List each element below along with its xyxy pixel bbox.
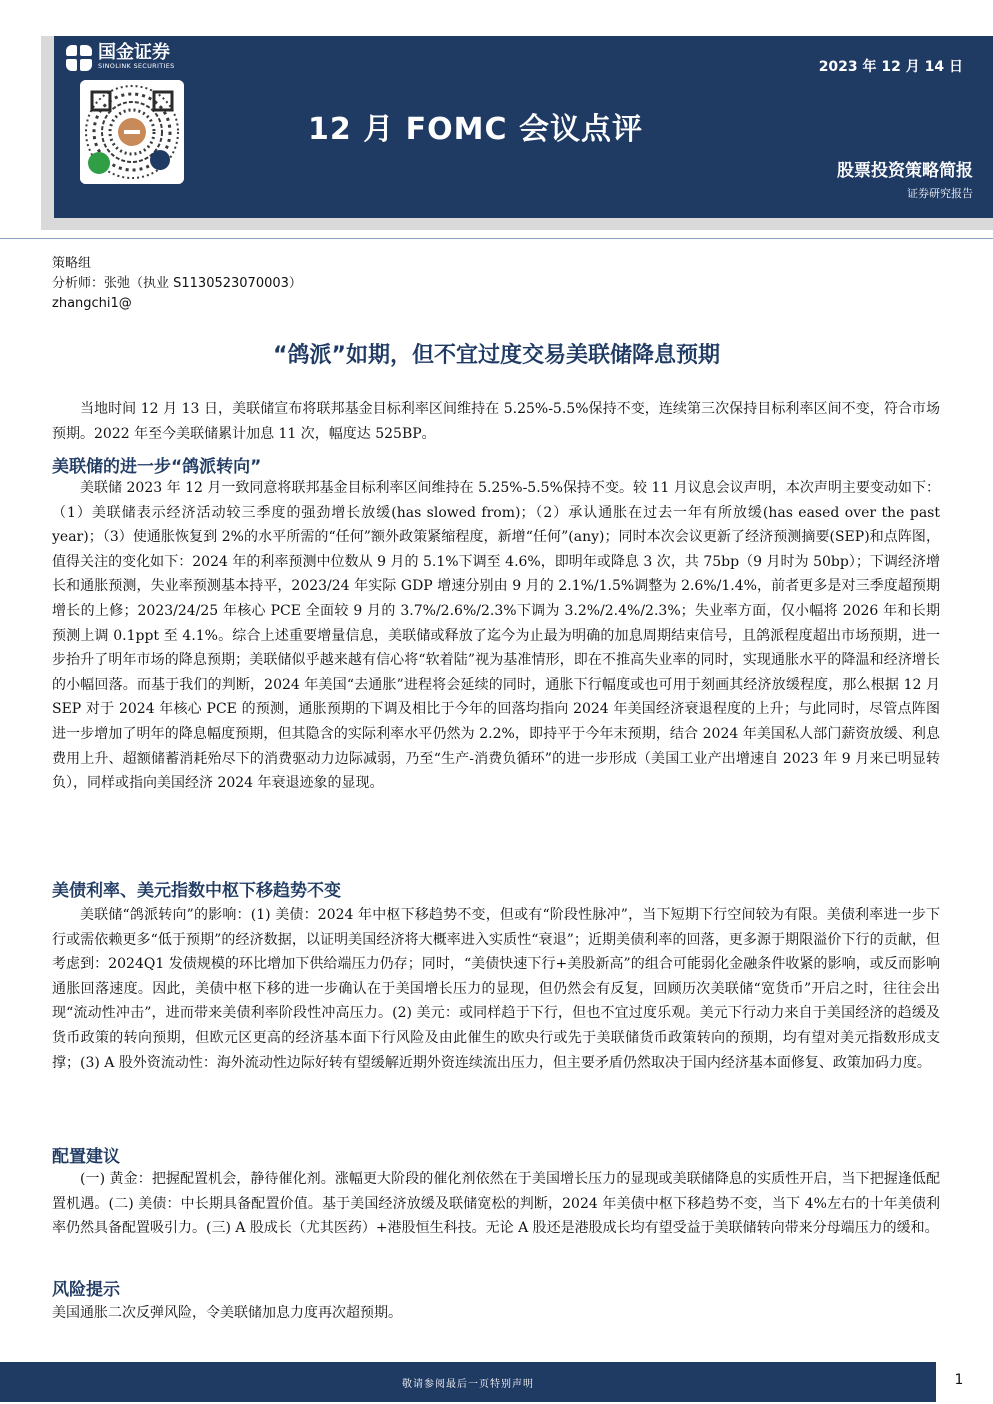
section-body-2	[52, 903, 940, 1075]
author-block	[52, 254, 302, 314]
section-body-3	[52, 1167, 940, 1241]
section-text-4: 美国通胀二次反弹风险，令美联储加息力度再次超预期。	[52, 1305, 402, 1321]
page-number: 1	[954, 1372, 964, 1388]
section-text-1: 美联储 2023 年 12 月一致同意将联邦基金目标利率区间维持在 5.25%-5.5%保持不变。较 11 月议息会议声明，本次声明主要变动如下：（1）美联储表示经济活动较三季度的强劲增长放缓(has slowed from)；（2）承认通胀在过去一年有所放缓(has eased over the past year)；（3）使通胀恢复到 2%的水平所需的“任何”额外政策紧缩程度，新增“任何”(any)；同时本次会议更新了经济预测摘要(SEP)和点阵图，值得关注的变化如下：2024 年的利率预测中位数从 9 月的 5.1%下调至 4.6%，即明年或降息 3 次，共 75bp（9 月时为 50bp）；下调经济增长和通胀预测，失业率预测基本持平，2023/24 年实际 GDP 增速分别由 9 月的 2.1%/1.5%调整为 2.6%/1.4%，前者更多是对三季度超预期增长的上修；2023/24/25 年核心 PCE 全面较 9 月的 3.7%/2.6%/2.3%下调为 3.2%/2.4%/2.3%；失业率方面，仅小幅将 2026 年和长期预测上调 0.1ppt 至 4.1%。综合上述重要增量信息，美联储或释放了迄今为止最为明确的加息周期结束信号，且鸽派程度超出市场预期，进一步抬升了明年市场的降息预期；美联储似乎越来越有信心将“软着陆”视为基准情形，即在不推高失业率的同时，实现通胀水平的降温和经济增长的小幅回落。而基于我们的判断，2024 年美国“去通胀”进程将会延续的同时，通胀下行幅度或也可用于刻画其经济放缓程度，那么根据 12 月 SEP 对于 2024 年核心 PCE 的预测，通胀预期的下调及相比于今年的回落均指向 2024 年美国经济衰退程度的上升；与此同时，尽管点阵图进一步增加了明年的降息幅度预期，但其隐含的实际利率水平仍然为 2.2%，即持平于今年末预期，结合 2024 年美国私人部门薪资放缓、利息费用上升、超额储蓄消耗殆尽下的消费驱动力边际减弱，乃至“生产-消费负循环”的进一步形成（美国工业产出增速自 2023 年 9 月来已明显转负），同样或指向美国经济 2024 年衰退迹象的显现。	[52, 480, 940, 792]
section-text-3: (一) 黄金：把握配置机会，静待催化剂。涨幅更大阶段的催化剂依然在于美国增长压力的显现或美联储降息的实质性开启，当下把握逢低配置机遇。(二) 美债：中长期具备配置价值。基于美国经济放缓及联储宽松的判断，2024 年美债中枢下移趋势不变，当下 4%左右的十年美债利率仍然具备配置吸引力。(三) A 股成长（尤其医药）+港股恒生科技。无论 A 股还是港股成长均有望受益于美联储转向带来分母端压力的缓和。	[52, 1171, 940, 1237]
intro-text: 当地时间 12 月 13 日，美联储宣布将联邦基金目标利率区间维持在 5.25%-5.5%保持不变，连续第三次保持目标利率区间不变，符合市场预期。2022 年至今美联储累计加息 11 次，幅度达 525BP。	[52, 401, 940, 442]
company-logo	[66, 44, 175, 71]
intro-paragraph	[52, 397, 940, 446]
wechat-qr-code-image	[80, 80, 184, 184]
header-divider	[0, 238, 993, 239]
section-title-4: 风险提示	[52, 1280, 120, 1300]
logo-text-cn: 国金证券	[98, 42, 170, 63]
report-title: 12 月 FOMC 会议点评	[308, 112, 643, 147]
logo-mark-icon	[66, 45, 92, 71]
author-group: 策略组	[52, 256, 92, 271]
section-body-4	[52, 1301, 940, 1326]
section-title-3: 配置建议	[52, 1147, 120, 1167]
section-title-1: 美联储的进一步“鸽派转向”	[52, 457, 262, 477]
section-body-1	[52, 476, 940, 796]
author-email[interactable]: zhangchi1@	[52, 296, 132, 311]
section-text-2: 美联储“鸽派转向”的影响：(1) 美债：2024 年中枢下移趋势不变，但或有“阶段性脉冲”，当下短期下行空间较为有限。美债利率进一步下行或需依赖更多“低于预期”的经济数据，以证明美国经济将大概率进入实质性“衰退”；近期美债利率的回落，更多源于期限溢价下行的贡献，但考虑到：2024Q1 发债规模的环比增加下供给端压力仍存；同时，“美债快速下行+美股新高”的组合可能弱化金融条件收紧的影响，或反而影响通胀回落速度。因此，美债中枢下移的进一步确认在于美国增长压力的显现，但仍然会有反复，回顾历次美联储“宽货币”开启之时，往往会出现“流动性冲击”，进而带来美债利率阶段性冲高压力。(2) 美元：或同样趋于下行，但也不宜过度乐观。美元下行动力来自于美国经济的趋缓及货币政策的转向预期，但欧元区更高的经济基本面下行风险及由此催生的欧央行或先于美联储货币政策转向的预期，均有望对美元指数形成支撑；(3) A 股外资流动性：海外流动性边际好转有望缓解近期外资连续流出压力，但主要矛盾仍然取决于国内经济基本面修复、政策加码力度。	[52, 907, 940, 1071]
section-title-2: 美债利率、美元指数中枢下移趋势不变	[52, 881, 341, 901]
report-date: 2023 年 12 月 14 日	[818, 59, 963, 75]
author-analyst: 分析师：张弛（执业 S1130523070003）	[52, 276, 302, 291]
report-subtype: 证券研究报告	[907, 187, 973, 200]
report-headline: “鸽派”如期，但不宜过度交易美联储降息预期	[273, 343, 720, 368]
report-type: 股票投资策略简报	[837, 161, 973, 181]
logo-text-en: SINOLINK SECURITIES	[98, 62, 175, 70]
footer-disclaimer[interactable]: 敬请参阅最后一页特别声明	[402, 1379, 534, 1390]
